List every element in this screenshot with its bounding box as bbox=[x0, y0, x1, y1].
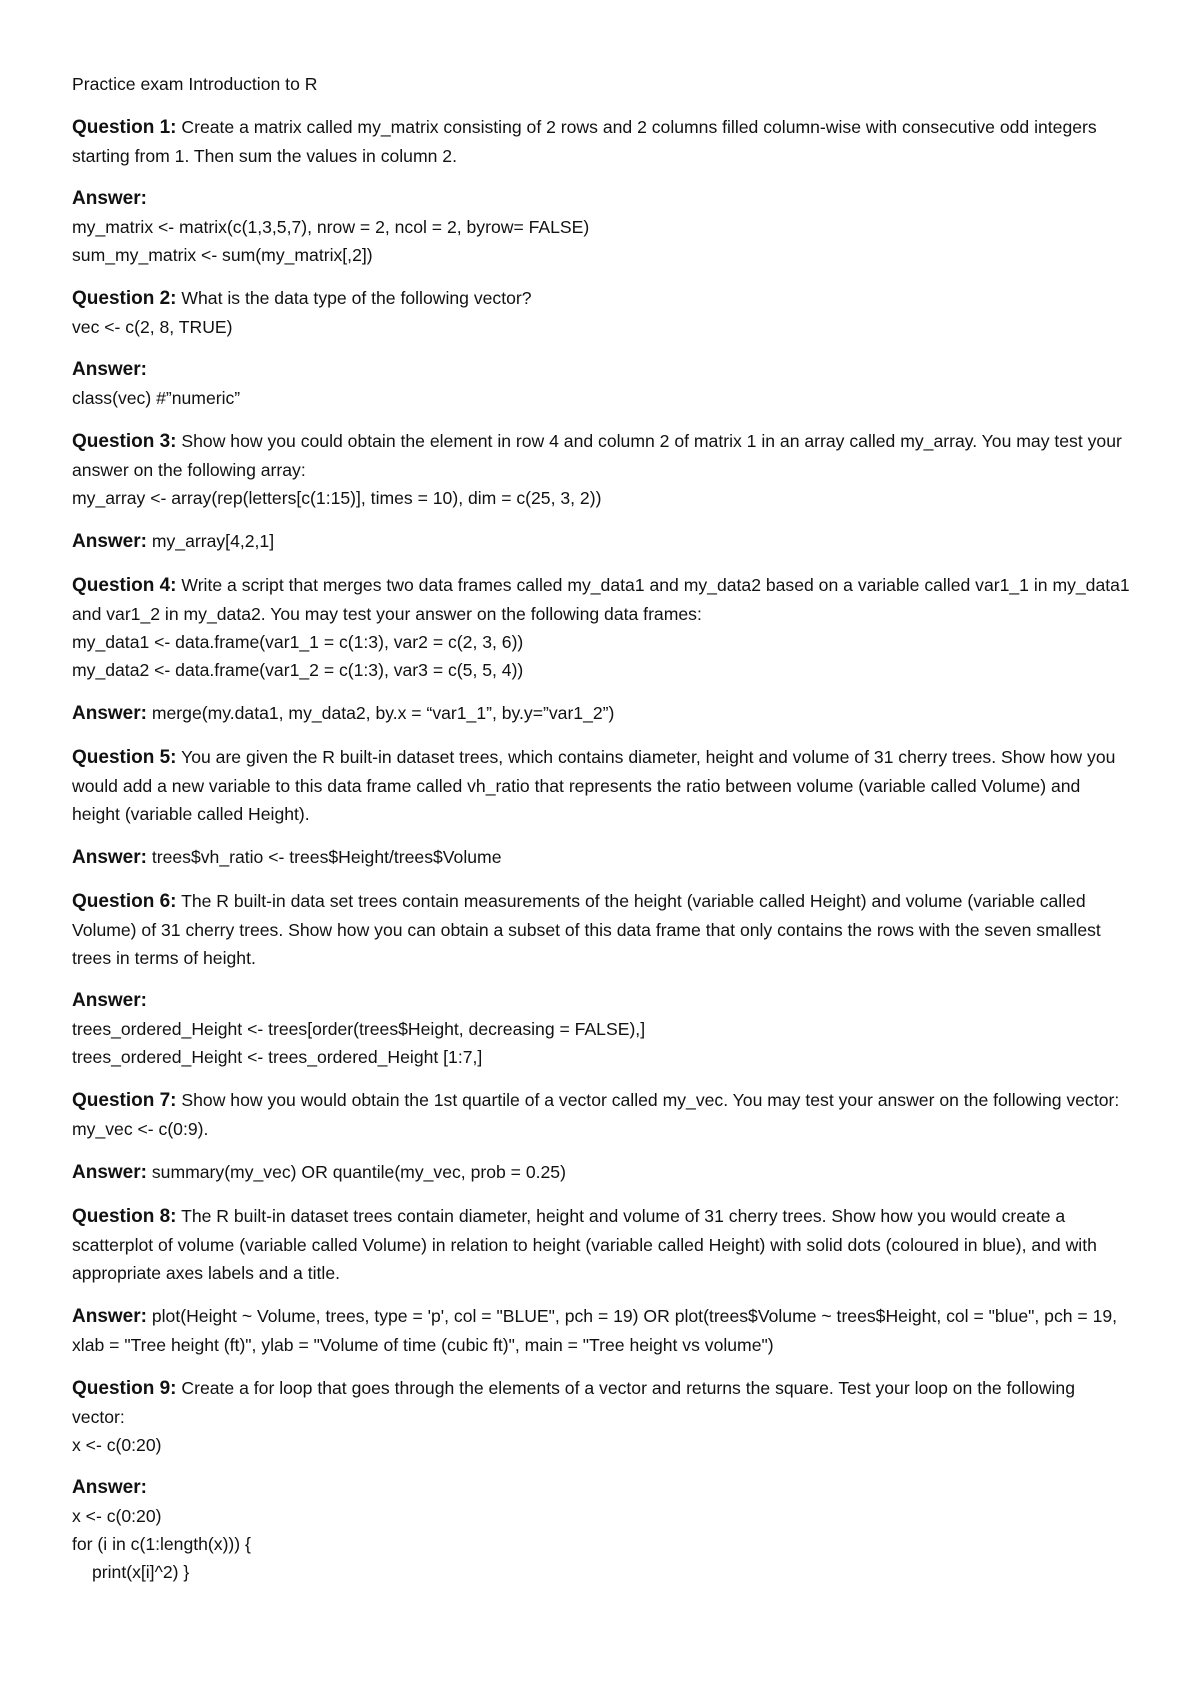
answer-5-line bbox=[72, 843, 1132, 872]
question-1-label: Question 1: bbox=[72, 117, 177, 138]
answer-4-label: Answer: bbox=[72, 703, 147, 724]
question-8 bbox=[72, 1202, 1132, 1287]
answer-5 bbox=[72, 843, 1132, 872]
question-4-prompt bbox=[72, 571, 1132, 628]
answer-4-line bbox=[72, 699, 1132, 728]
question-9-text: Create a for loop that goes through the elements of a vector and returns the square. Test your loop on the following vector: bbox=[72, 1378, 1075, 1427]
answer-6-line-2: trees_ordered_Height <- trees_ordered_Height [1:7,] bbox=[72, 1047, 483, 1067]
question-1 bbox=[72, 113, 1132, 170]
answer-7-text: summary(my_vec) OR quantile(my_vec, prob = 0.25) bbox=[146, 1162, 566, 1182]
question-5-label: Question 5: bbox=[72, 747, 177, 768]
question-4-code-2: my_data2 <- data.frame(var1_2 = c(1:3), var3 = c(5, 5, 4)) bbox=[72, 660, 524, 680]
answer-1-line-2: sum_my_matrix <- sum(my_matrix[,2]) bbox=[72, 245, 373, 265]
answer-8-label: Answer: bbox=[72, 1306, 147, 1327]
answer-5-label: Answer: bbox=[72, 847, 147, 868]
document-page bbox=[72, 70, 1132, 1601]
question-3-text: Show how you could obtain the element in row 4 and column 2 of matrix 1 in an array called my_array. You may test your answer on the following array: bbox=[72, 431, 1122, 480]
answer-9-line-1: x <- c(0:20) bbox=[72, 1506, 162, 1526]
question-1-prompt bbox=[72, 113, 1132, 170]
answer-7-label: Answer: bbox=[72, 1162, 147, 1183]
question-7-text: Show how you would obtain the 1st quartile of a vector called my_vec. You may test your answer on the following vector: my_vec <- c(0:9). bbox=[72, 1090, 1120, 1139]
question-5-text: You are given the R built-in dataset trees, which contains diameter, height and volume of 31 cherry trees. Show how you would add a new variable to this data frame called vh_ratio that represents the ratio between volume (variable called Volume) and height (variable called Height). bbox=[72, 747, 1116, 824]
answer-1-label: Answer: bbox=[72, 188, 147, 209]
answer-3 bbox=[72, 527, 1132, 556]
answer-7-line bbox=[72, 1158, 1132, 1187]
question-9-label: Question 9: bbox=[72, 1378, 177, 1399]
answer-3-line bbox=[72, 527, 1132, 556]
answer-2-label: Answer: bbox=[72, 359, 147, 380]
question-2-prompt bbox=[72, 284, 1132, 313]
question-2-label: Question 2: bbox=[72, 288, 177, 309]
question-9-prompt bbox=[72, 1374, 1132, 1431]
question-7-prompt bbox=[72, 1086, 1132, 1143]
answer-7 bbox=[72, 1158, 1132, 1187]
answer-1-line-1: my_matrix <- matrix(c(1,3,5,7), nrow = 2, ncol = 2, byrow= FALSE) bbox=[72, 217, 590, 237]
question-7 bbox=[72, 1086, 1132, 1143]
answer-2-line-1: class(vec) #”numeric” bbox=[72, 388, 241, 408]
answer-8 bbox=[72, 1302, 1132, 1359]
answer-1 bbox=[72, 185, 1132, 269]
answer-3-text: my_array[4,2,1] bbox=[146, 531, 275, 551]
question-8-prompt bbox=[72, 1202, 1132, 1287]
answer-6-line-1: trees_ordered_Height <- trees[order(trees$Height, decreasing = FALSE),] bbox=[72, 1019, 646, 1039]
question-2 bbox=[72, 284, 1132, 341]
question-1-text: Create a matrix called my_matrix consisting of 2 rows and 2 columns filled column-wise with consecutive odd integers starting from 1. Then sum the values in column 2. bbox=[72, 117, 1097, 166]
answer-4-text: merge(my.data1, my_data2, by.x = “var1_1”, by.y=”var1_2”) bbox=[146, 703, 615, 723]
question-4-text: Write a script that merges two data frames called my_data1 and my_data2 based on a variable called var1_1 in my_data1 and var1_2 in my_data2. You may test your answer on the following data frames: bbox=[72, 575, 1130, 624]
question-5 bbox=[72, 743, 1132, 828]
question-2-text: What is the data type of the following vector? bbox=[176, 288, 532, 308]
answer-6-label: Answer: bbox=[72, 990, 147, 1011]
answer-8-line bbox=[72, 1302, 1132, 1359]
question-6 bbox=[72, 887, 1132, 972]
question-9 bbox=[72, 1374, 1132, 1459]
question-8-text: The R built-in dataset trees contain diameter, height and volume of 31 cherry trees. Show how you would create a scatterplot of volume (variable called Volume) in relation to height (variable called Height) with solid dots (coloured in blue), and with appropriate axes labels and a title. bbox=[72, 1206, 1097, 1283]
answer-5-text: trees$vh_ratio <- trees$Height/trees$Volume bbox=[146, 847, 502, 867]
answer-9-label: Answer: bbox=[72, 1477, 147, 1498]
question-3 bbox=[72, 427, 1132, 512]
question-5-prompt bbox=[72, 743, 1132, 828]
answer-2 bbox=[72, 356, 1132, 412]
question-9-code: x <- c(0:20) bbox=[72, 1435, 162, 1455]
answer-3-label: Answer: bbox=[72, 531, 147, 552]
answer-6 bbox=[72, 987, 1132, 1071]
question-3-code: my_array <- array(rep(letters[c(1:15)], times = 10), dim = c(25, 3, 2)) bbox=[72, 488, 602, 508]
question-7-label: Question 7: bbox=[72, 1090, 177, 1111]
answer-9 bbox=[72, 1474, 1132, 1586]
question-4-label: Question 4: bbox=[72, 575, 177, 596]
question-6-prompt bbox=[72, 887, 1132, 972]
document-title: Practice exam Introduction to R bbox=[72, 74, 318, 94]
question-6-text: The R built-in data set trees contain measurements of the height (variable called Height) and volume (variable called Volume) of 31 cherry trees. Show how you can obtain a subset of this data frame that only contains the rows with the seven smallest trees in terms of height. bbox=[72, 891, 1101, 968]
question-2-code: vec <- c(2, 8, TRUE) bbox=[72, 317, 233, 337]
answer-9-line-2: for (i in c(1:length(x))) { bbox=[72, 1534, 251, 1554]
question-8-label: Question 8: bbox=[72, 1206, 177, 1227]
answer-4 bbox=[72, 699, 1132, 728]
question-3-prompt bbox=[72, 427, 1132, 484]
answer-8-text: plot(Height ~ Volume, trees, type = 'p', col = "BLUE", pch = 19) OR plot(trees$Volume ~ trees$Height, col = "blue", pch = 19, xlab = "Tree height (ft)", ylab = "Volume of time (cubic ft)", main = "Tree height vs volume") bbox=[72, 1306, 1118, 1355]
question-4-code-1: my_data1 <- data.frame(var1_1 = c(1:3), var2 = c(2, 3, 6)) bbox=[72, 632, 524, 652]
question-3-label: Question 3: bbox=[72, 431, 177, 452]
question-4 bbox=[72, 571, 1132, 684]
question-6-label: Question 6: bbox=[72, 891, 177, 912]
answer-9-line-3: print(x[i]^2) } bbox=[92, 1562, 190, 1582]
